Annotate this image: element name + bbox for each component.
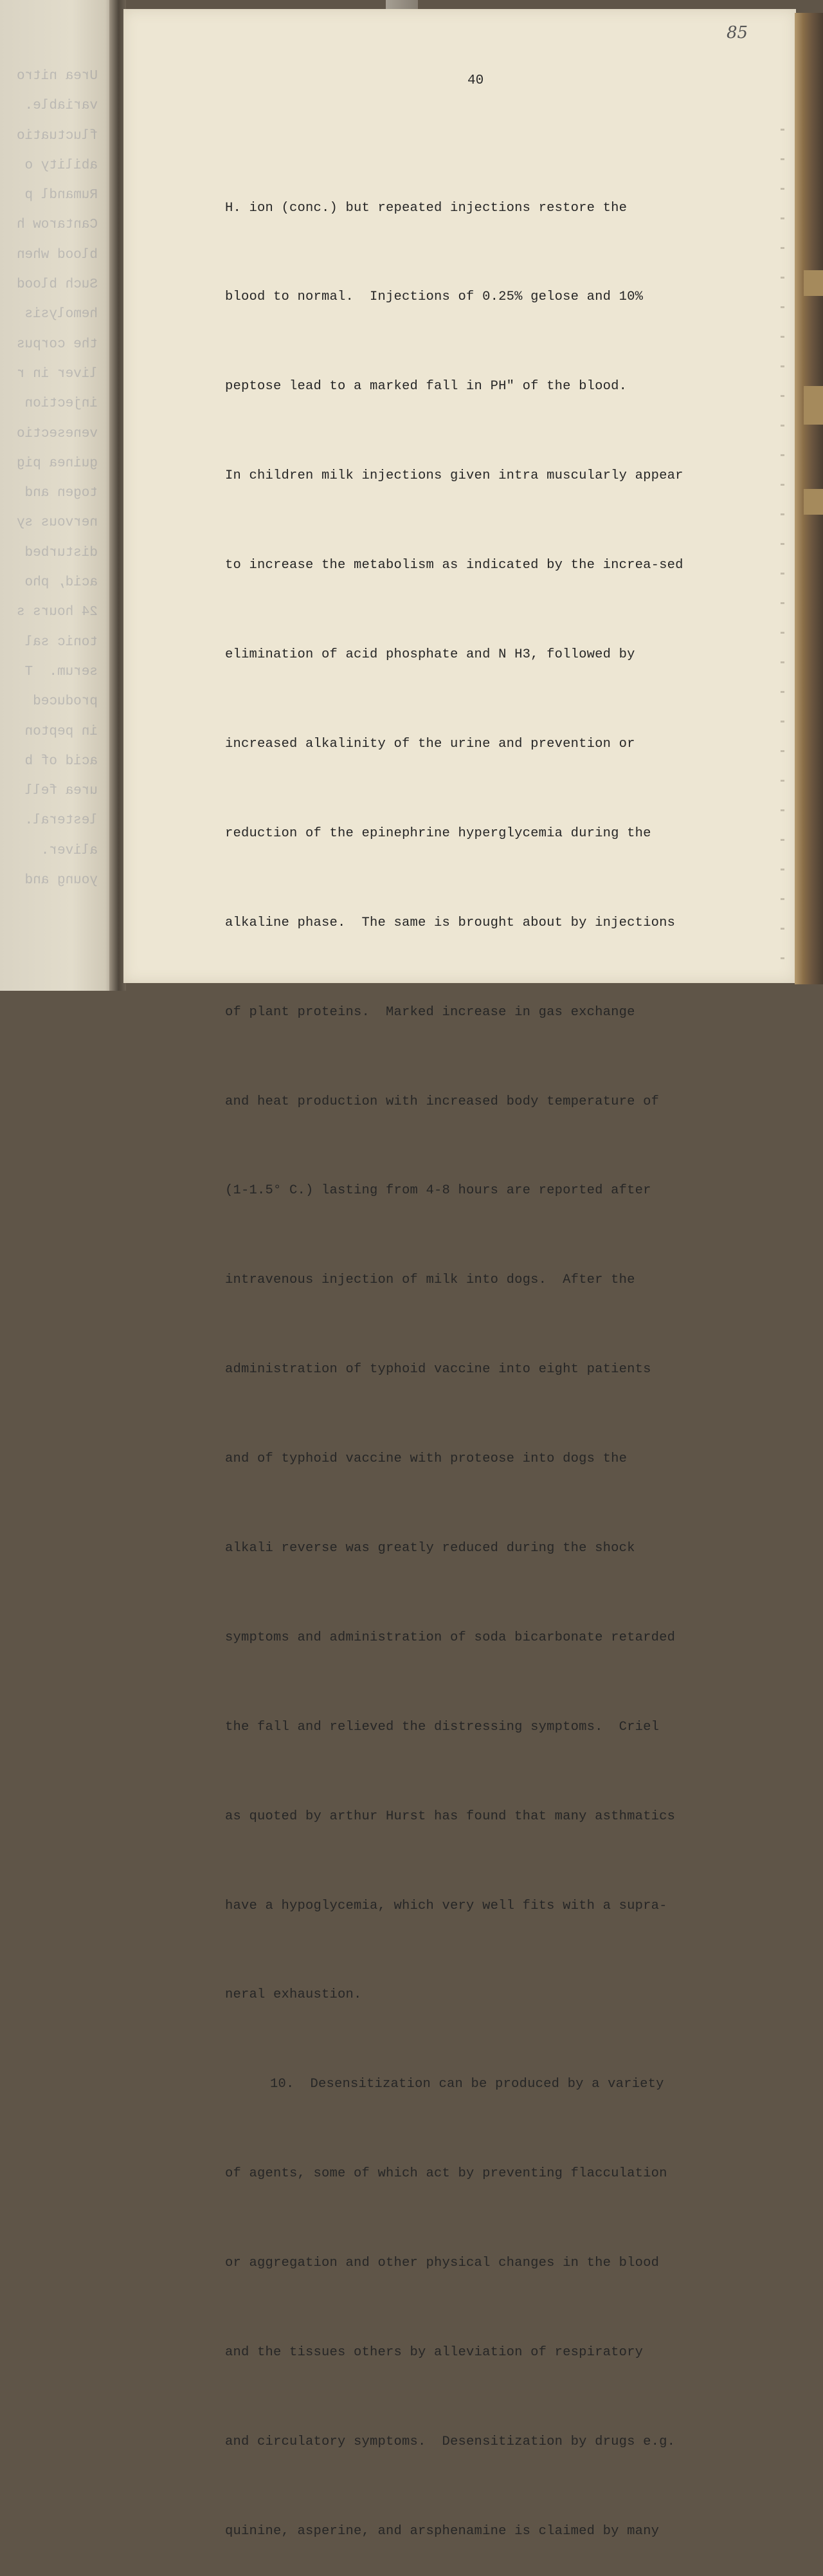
text-line: as quoted by arthur Hurst has found that many asthmatics xyxy=(225,1808,676,1824)
text-line: to increase the metabolism as indicated by the increa-sed xyxy=(225,558,683,573)
text-line: peptose lead to a marked fall in PH" of the blood. xyxy=(225,379,628,394)
text-line: and circulatory symptoms. Desensitization by drugs e.g. xyxy=(225,2434,676,2449)
text-line: administration of typhoid vaccine into eight patients xyxy=(225,1362,651,1377)
text-line: neral exhaustion. xyxy=(225,1987,362,2003)
text-line: of plant proteins. Marked increase in gas exchange xyxy=(225,1004,635,1020)
page-number: 40 xyxy=(467,73,484,88)
text-line: alkali reverse was greatly reduced during the shock xyxy=(225,1540,635,1556)
facing-page-bleed-through: Urea nitro variable. fluctuatio ability o Rumandl p Cantarow h blood when Such blood hemolysis the corpus liver in r injection venesectio guinea pig togen and nervous sy disturbed acid, pho 24 hours s tonic sal serum. T produced in pepton acid of b urea fell lesteral. aliver. young and xyxy=(16,69,98,888)
text-line: blood to normal. Injections of 0.25% gelose and 10% xyxy=(225,290,644,305)
facing-page xyxy=(0,0,120,991)
text-line: or aggregation and other physical changes in the blood xyxy=(225,2256,660,2271)
text-line: symptoms and administration of soda bicarbonate retarded xyxy=(225,1630,676,1645)
text-line: reduction of the epinephrine hyperglycemia during the xyxy=(225,825,651,841)
text-line: In children milk injections given intra muscularly appear xyxy=(225,468,683,484)
text-line: intravenous injection of milk into dogs. After the xyxy=(225,1273,635,1288)
text-line: 10. Desensitization can be produced by a variety xyxy=(270,2077,664,2092)
text-line: quinine, asperine, and arsphenamine is claimed by many xyxy=(225,2523,660,2539)
text-line: H. ion (conc.) but repeated injections restore the xyxy=(225,200,628,216)
text-line: the fall and relieved the distressing symptoms. Criel xyxy=(225,1719,660,1734)
text-line: and heat production with increased body temperature of xyxy=(225,1094,660,1109)
text-line: have a hypoglycemia, which very well fits with a supra- xyxy=(225,1898,667,1913)
page-tab xyxy=(804,489,823,515)
text-line: increased alkalinity of the urine and prevention or xyxy=(225,736,635,751)
text-line: alkaline phase. The same is brought about by injections xyxy=(225,915,676,930)
handwritten-folio-number: 85 xyxy=(727,23,748,42)
text-line: and of typhoid vaccine with proteose into dogs the xyxy=(225,1451,628,1467)
page-tab xyxy=(804,270,823,296)
typed-body-text xyxy=(225,134,752,2576)
page-tab xyxy=(804,386,823,425)
text-line: of agents, some of which act by preventing flacculation xyxy=(225,2166,667,2182)
text-line: and the tissues others by alleviation of respiratory xyxy=(225,2344,644,2360)
text-line: elimination of acid phosphate and N H3, followed by xyxy=(225,647,635,663)
margin-punch-dots xyxy=(781,129,784,965)
text-line: (1-1.5° C.) lasting from 4-8 hours are reported after xyxy=(225,1183,651,1199)
